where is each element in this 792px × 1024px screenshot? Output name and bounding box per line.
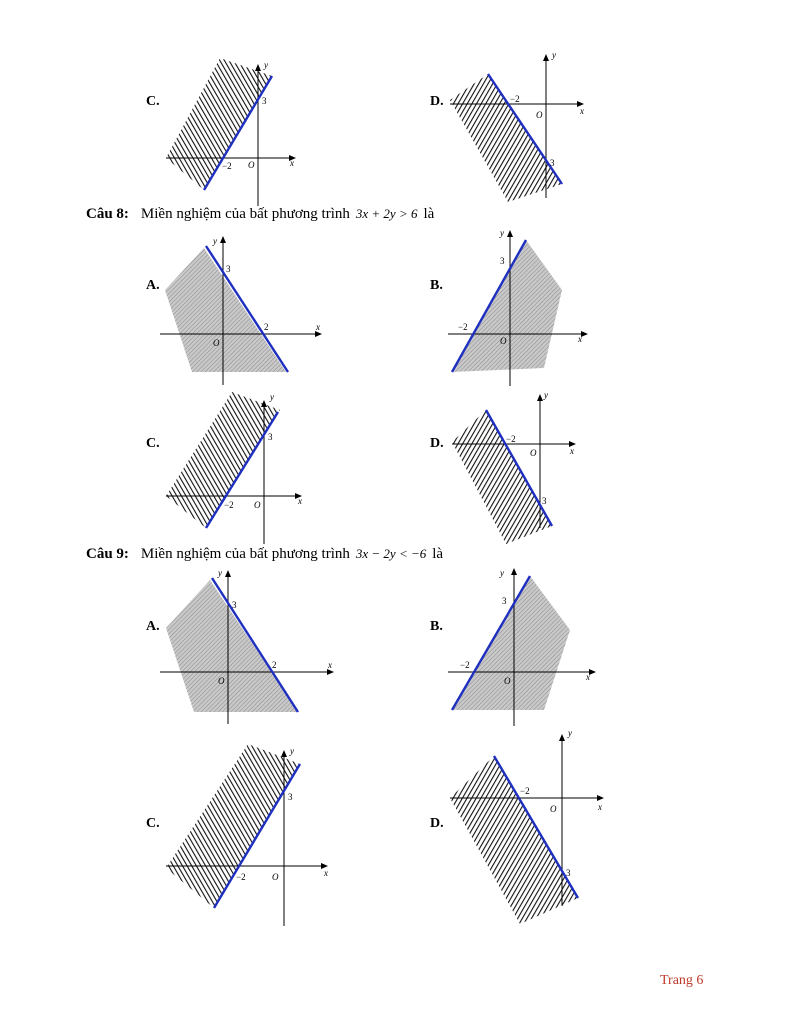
hatched-region bbox=[450, 74, 562, 202]
tick-label-3: 3 bbox=[262, 96, 267, 106]
origin-label: O bbox=[218, 676, 225, 686]
origin-label: O bbox=[504, 676, 511, 686]
y-label: y bbox=[213, 236, 217, 246]
tick-label-2: 2 bbox=[264, 322, 269, 332]
graph-option-d bbox=[448, 388, 588, 548]
origin-label: O bbox=[254, 500, 261, 510]
y-label: y bbox=[270, 392, 274, 402]
tick-label-3: 3 bbox=[232, 600, 237, 610]
option-d-label: D. bbox=[430, 816, 444, 831]
option-b-label: B. bbox=[430, 619, 443, 634]
origin-label: O bbox=[213, 338, 220, 348]
question-end: là bbox=[432, 546, 444, 562]
question-number: Câu 8: bbox=[86, 206, 129, 222]
x-label: x bbox=[328, 660, 332, 670]
tick-label-3: 3 bbox=[500, 256, 505, 266]
option-c-label: C. bbox=[146, 94, 160, 109]
x-label: x bbox=[324, 868, 328, 878]
option-d-label: D. bbox=[430, 436, 444, 451]
x-label: x bbox=[578, 334, 582, 344]
y-label: y bbox=[290, 746, 294, 756]
x-label: x bbox=[290, 158, 294, 168]
x-label: x bbox=[586, 672, 590, 682]
option-c-label: C. bbox=[146, 816, 160, 831]
option-b-label: B. bbox=[430, 278, 443, 293]
tick-label-neg-2: −2 bbox=[222, 161, 232, 171]
hatched-region bbox=[166, 58, 272, 190]
tick-label-3: 3 bbox=[566, 868, 571, 878]
tick-label-3: 3 bbox=[542, 496, 547, 506]
question-9 bbox=[86, 546, 443, 563]
option-d-label: D. bbox=[430, 94, 444, 109]
y-label: y bbox=[264, 60, 268, 70]
question-text: Miền nghiệm của bất phương trình bbox=[140, 206, 350, 222]
y-arrow-icon bbox=[537, 394, 543, 401]
tick-label-3: 3 bbox=[226, 264, 231, 274]
graph-option-b bbox=[448, 226, 598, 388]
x-label: x bbox=[570, 446, 574, 456]
x-label: x bbox=[580, 106, 584, 116]
graph-option-b bbox=[448, 566, 603, 728]
x-arrow-icon bbox=[597, 795, 604, 801]
y-label: y bbox=[500, 568, 504, 578]
question-number: Câu 9: bbox=[86, 546, 129, 562]
inequality: 3x − 2y < −6 bbox=[355, 546, 427, 561]
y-arrow-icon bbox=[559, 734, 565, 741]
question-8 bbox=[86, 206, 434, 223]
graph-option-c bbox=[160, 388, 315, 546]
graph-option-c bbox=[160, 54, 310, 208]
graph-option-a bbox=[160, 230, 330, 380]
origin-label: O bbox=[536, 110, 543, 120]
y-label: y bbox=[568, 728, 572, 738]
tick-label-neg-2: −2 bbox=[510, 94, 520, 104]
y-arrow-icon bbox=[255, 64, 261, 71]
x-label: x bbox=[598, 802, 602, 812]
x-arrow-icon bbox=[589, 669, 596, 675]
tick-label-neg-2: −2 bbox=[506, 434, 516, 444]
tick-label-neg-2: −2 bbox=[224, 500, 234, 510]
x-label: x bbox=[298, 496, 302, 506]
y-label: y bbox=[500, 228, 504, 238]
inequality: 3x + 2y > 6 bbox=[355, 206, 418, 221]
tick-label-neg-2: −2 bbox=[460, 660, 470, 670]
tick-label-neg-2: −2 bbox=[458, 322, 468, 332]
hatched-region bbox=[166, 392, 280, 528]
y-label: y bbox=[544, 390, 548, 400]
option-a-label: A. bbox=[146, 619, 160, 634]
hatched-region bbox=[166, 744, 300, 908]
y-label: y bbox=[218, 568, 222, 578]
y-arrow-icon bbox=[220, 236, 226, 243]
y-label: y bbox=[552, 50, 556, 60]
tick-label-neg-2: −2 bbox=[520, 786, 530, 796]
origin-label: O bbox=[248, 160, 255, 170]
hatched-region bbox=[452, 410, 552, 544]
graph-option-c bbox=[160, 740, 340, 928]
y-arrow-icon bbox=[543, 54, 549, 61]
option-c-label: C. bbox=[146, 436, 160, 451]
shaded-region bbox=[452, 240, 562, 372]
tick-label-3: 3 bbox=[502, 596, 507, 606]
tick-label-3: 3 bbox=[550, 158, 555, 168]
tick-label-neg-2: −2 bbox=[236, 872, 246, 882]
origin-label: O bbox=[550, 804, 557, 814]
shaded-region bbox=[452, 576, 570, 710]
x-arrow-icon bbox=[581, 331, 588, 337]
question-end: là bbox=[423, 206, 435, 222]
origin-label: O bbox=[272, 872, 279, 882]
graph-option-d bbox=[448, 48, 598, 208]
graph-option-a bbox=[160, 566, 340, 716]
tick-label-3: 3 bbox=[288, 792, 293, 802]
tick-label-2: 2 bbox=[272, 660, 277, 670]
page-number: Trang 6 bbox=[660, 973, 704, 988]
option-a-label: A. bbox=[146, 278, 160, 293]
tick-label-3: 3 bbox=[268, 432, 273, 442]
y-arrow-icon bbox=[281, 750, 287, 757]
y-arrow-icon bbox=[511, 568, 517, 575]
y-arrow-icon bbox=[507, 230, 513, 237]
origin-label: O bbox=[530, 448, 537, 458]
x-label: x bbox=[316, 322, 320, 332]
y-arrow-icon bbox=[225, 570, 231, 577]
hatched-region bbox=[450, 756, 578, 924]
graph-option-d bbox=[448, 726, 618, 926]
origin-label: O bbox=[500, 336, 507, 346]
question-text: Miền nghiệm của bất phương trình bbox=[140, 546, 350, 562]
